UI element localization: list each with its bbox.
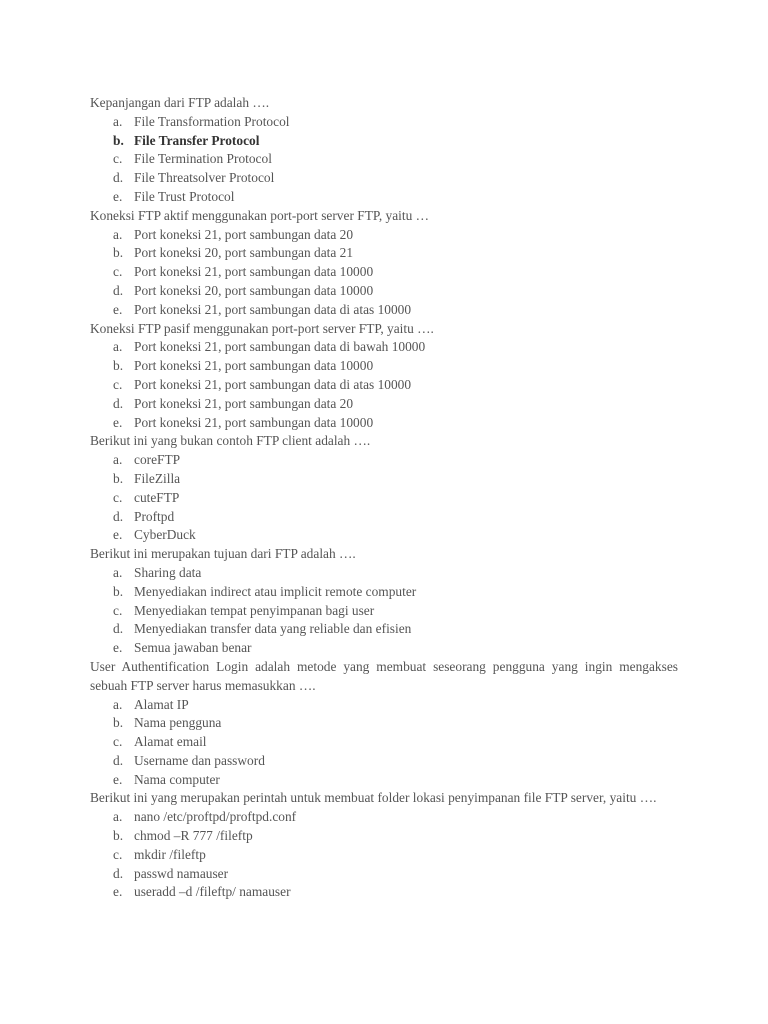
option-letter: e. [113, 188, 123, 204]
option-text: Menyediakan transfer data yang reliable dan efisien [134, 621, 412, 637]
option-text: Menyediakan tempat penyimpanan bagi user [134, 602, 375, 618]
option-text: Port koneksi 21, port sambungan data di bawah 10000 [134, 339, 426, 355]
option-item [90, 883, 678, 902]
option-letter: e. [113, 414, 123, 430]
option-letter: d. [113, 621, 124, 637]
option-text: Alamat IP [134, 696, 189, 712]
option-item [90, 752, 678, 771]
option-list [90, 113, 678, 207]
option-letter: c. [113, 376, 123, 392]
option-text: Port koneksi 21, port sambungan data 10000 [134, 264, 374, 280]
question-3 [90, 320, 678, 433]
option-text: coreFTP [134, 452, 181, 468]
option-item [90, 827, 678, 846]
option-item [90, 771, 678, 790]
option-letter: d. [113, 752, 124, 768]
question-text: Berikut ini yang bukan contoh FTP client adalah …. [90, 433, 371, 449]
option-list [90, 696, 678, 790]
option-item [90, 808, 678, 827]
option-item [90, 244, 678, 263]
option-item [90, 526, 678, 545]
question-2 [90, 207, 678, 320]
question-5 [90, 545, 678, 658]
option-item [90, 470, 678, 489]
option-item [90, 489, 678, 508]
option-item [90, 376, 678, 395]
option-item [90, 639, 678, 658]
option-item [90, 301, 678, 320]
question-1 [90, 94, 678, 207]
option-item [90, 226, 678, 245]
option-text: Port koneksi 21, port sambungan data 10000 [134, 414, 374, 430]
option-item [90, 150, 678, 169]
option-letter: d. [113, 282, 124, 298]
option-text: Proftpd [134, 508, 175, 524]
option-item [90, 602, 678, 621]
option-text: Port koneksi 21, port sambungan data di atas 10000 [134, 301, 412, 317]
option-text: cuteFTP [134, 489, 180, 505]
option-letter: b. [113, 132, 124, 148]
option-letter: e. [113, 640, 123, 656]
option-text: chmod –R 777 /fileftp [134, 828, 253, 844]
option-text: File Threatsolver Protocol [134, 170, 275, 186]
question-7 [90, 789, 678, 902]
option-item [90, 263, 678, 282]
option-list [90, 451, 678, 545]
option-item [90, 132, 678, 151]
option-text: File Transformation Protocol [134, 113, 290, 129]
option-letter: c. [113, 151, 123, 167]
question-text: User Authentification Login adalah metode yang membuat seseorang pengguna yang ingin mengakses sebuah FTP server harus memasukkan …. [90, 658, 678, 693]
option-text: nano /etc/proftpd/proftpd.conf [134, 809, 297, 825]
option-text: Semua jawaban benar [134, 640, 252, 656]
question-text: Koneksi FTP aktif menggunakan port-port server FTP, yaitu … [90, 207, 430, 223]
option-item [90, 865, 678, 884]
option-letter: c. [113, 489, 123, 505]
option-text: Sharing data [134, 564, 202, 580]
option-text: CyberDuck [134, 527, 196, 543]
option-text: Port koneksi 21, port sambungan data 10000 [134, 358, 374, 374]
option-text: useradd –d /fileftp/ namauser [134, 884, 291, 900]
option-letter: d. [113, 865, 124, 881]
option-item [90, 357, 678, 376]
option-letter: c. [113, 264, 123, 280]
option-text: Port koneksi 21, port sambungan data 20 [134, 395, 354, 411]
option-text: File Transfer Protocol [134, 132, 260, 148]
option-item [90, 733, 678, 752]
option-text: passwd namauser [134, 865, 229, 881]
option-letter: c. [113, 734, 123, 750]
option-item [90, 620, 678, 639]
option-item [90, 395, 678, 414]
option-letter: a. [113, 564, 123, 580]
option-item [90, 583, 678, 602]
option-list [90, 808, 678, 902]
question-6 [90, 658, 678, 790]
option-letter: a. [113, 339, 123, 355]
option-letter: b. [113, 715, 124, 731]
option-list [90, 226, 678, 320]
option-letter: d. [113, 170, 124, 186]
option-item [90, 564, 678, 583]
option-text: Nama pengguna [134, 715, 222, 731]
option-text: File Trust Protocol [134, 188, 235, 204]
option-text: File Termination Protocol [134, 151, 272, 167]
option-letter: e. [113, 527, 123, 543]
option-item [90, 338, 678, 357]
option-item [90, 188, 678, 207]
option-text: Port koneksi 21, port sambungan data 20 [134, 226, 354, 242]
document-page [90, 94, 678, 902]
question-text: Berikut ini yang merupakan perintah untuk membuat folder lokasi penyimpanan file FTP server, yaitu …. [90, 790, 657, 806]
option-letter: a. [113, 452, 123, 468]
question-text: Kepanjangan dari FTP adalah …. [90, 95, 270, 110]
question-text: Koneksi FTP pasif menggunakan port-port server FTP, yaitu …. [90, 320, 434, 336]
option-letter: b. [113, 358, 124, 374]
option-list [90, 338, 678, 432]
option-item [90, 169, 678, 188]
option-item [90, 714, 678, 733]
option-text: mkdir /fileftp [134, 846, 206, 862]
question-4 [90, 432, 678, 545]
option-text: Port koneksi 20, port sambungan data 21 [134, 245, 354, 261]
option-item [90, 508, 678, 527]
option-text: FileZilla [134, 470, 181, 486]
option-letter: b. [113, 828, 124, 844]
option-letter: d. [113, 395, 124, 411]
option-letter: c. [113, 846, 123, 862]
option-letter: b. [113, 470, 124, 486]
option-letter: b. [113, 583, 124, 599]
option-text: Username dan password [134, 752, 265, 768]
option-letter: e. [113, 771, 123, 787]
option-letter: a. [113, 809, 123, 825]
option-letter: b. [113, 245, 124, 261]
option-letter: e. [113, 884, 123, 900]
option-letter: a. [113, 226, 123, 242]
question-text: Berikut ini merupakan tujuan dari FTP adalah …. [90, 546, 356, 562]
option-text: Nama computer [134, 771, 220, 787]
option-item [90, 282, 678, 301]
option-item [90, 696, 678, 715]
option-list [90, 564, 678, 658]
option-item [90, 113, 678, 132]
option-text: Alamat email [134, 734, 207, 750]
option-text: Menyediakan indirect atau implicit remote computer [134, 583, 417, 599]
option-text: Port koneksi 20, port sambungan data 10000 [134, 282, 374, 298]
option-letter: a. [113, 113, 123, 129]
option-text: Port koneksi 21, port sambungan data di atas 10000 [134, 376, 412, 392]
option-letter: d. [113, 508, 124, 524]
option-item [90, 451, 678, 470]
option-item [90, 414, 678, 433]
option-letter: e. [113, 301, 123, 317]
option-letter: c. [113, 602, 123, 618]
option-letter: a. [113, 696, 123, 712]
option-item [90, 846, 678, 865]
